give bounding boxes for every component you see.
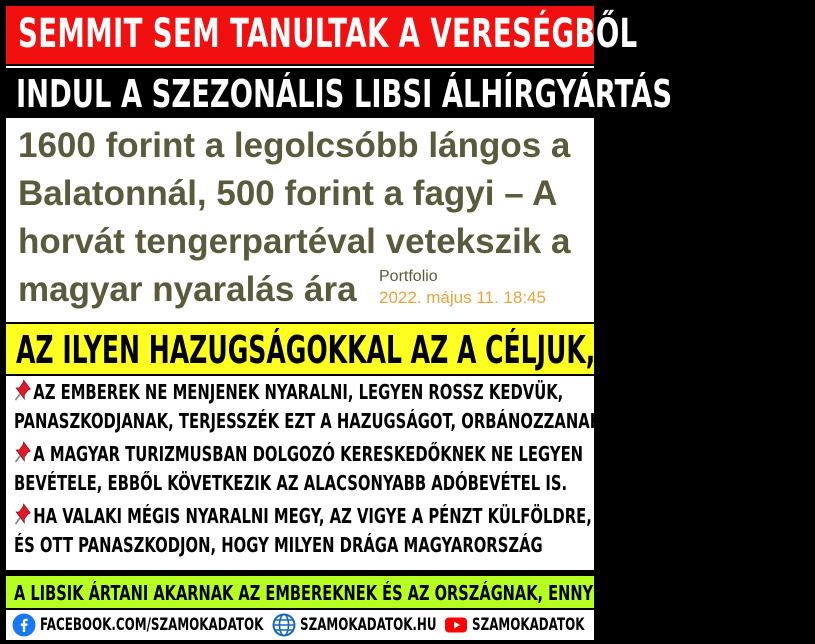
headline-black: INDUL A SZEZONÁLIS LIBSI ÁLHÍRGYÁRTÁS xyxy=(16,72,673,116)
footer-facebook[interactable] xyxy=(12,613,272,637)
headline-red-band xyxy=(6,6,638,64)
point-3-line-1: HA VALAKI MÉGIS NYARALNI MEGY, AZ VIGYE A PÉNZT KÜLFÖLDRE, xyxy=(33,504,592,528)
pushpin-icon xyxy=(14,502,32,526)
facebook-icon xyxy=(12,613,36,637)
globe-icon xyxy=(272,613,296,637)
conclusion-band xyxy=(6,576,691,608)
article-source: Portfolio xyxy=(379,268,438,285)
article-title-line-2: Balatonnál, 500 forint a fagyi – A xyxy=(18,174,558,213)
footer-youtube-label: SZAMOKADATOK xyxy=(472,615,585,635)
pushpin-icon xyxy=(14,440,32,464)
footer-youtube[interactable] xyxy=(444,613,594,637)
article-title-line-1: 1600 forint a legolcsóbb lángos a xyxy=(18,126,571,165)
footer-website-label: SZAMOKADATOK.HU xyxy=(300,615,437,635)
yellow-heading-band xyxy=(6,324,685,374)
article-title-line-4: magyar nyaralás ára xyxy=(18,270,357,309)
point-2 xyxy=(14,440,783,498)
youtube-icon xyxy=(444,613,468,637)
point-1-line-1: AZ EMBEREK NE MENJENEK NYARALNI, LEGYEN ROSSZ KEDVÜK, xyxy=(33,380,564,404)
pushpin-icon xyxy=(14,378,32,402)
footer-bar xyxy=(6,610,594,640)
points-box xyxy=(6,376,607,570)
headline-black-band xyxy=(6,66,673,120)
point-1-line-2: PANASZKODJANAK, TERJESSZÉK EZT A HAZUGSÁGOT, ORBÁNOZZANAK. xyxy=(14,409,607,433)
conclusion-text: A LIBSIK ÁRTANI AKARNAK AZ EMBEREKNEK ÉS AZ ORSZÁGNAK, ENNYI AZ EGÉSZ! xyxy=(14,581,691,605)
article-date: 2022. május 11. 18:45 xyxy=(379,288,546,307)
headline-red: SEMMIT SEM TANULTAK A VERESÉGBŐL xyxy=(18,11,638,57)
footer-website[interactable] xyxy=(272,613,452,637)
point-1 xyxy=(14,378,815,436)
point-3-line-2: ÉS OTT PANASZKODJON, HOGY MILYEN DRÁGA MAGYARORSZÁG xyxy=(14,533,543,557)
yellow-heading: AZ ILYEN HAZUGSÁGOKKAL AZ A CÉLJUK, HOGY xyxy=(16,328,685,372)
point-2-line-2: BEVÉTELE, EBBŐL KÖVETKEZIK AZ ALACSONYABB ADÓBEVÉTEL IS. xyxy=(14,471,568,495)
point-3 xyxy=(14,502,795,560)
point-2-line-1: A MAGYAR TURIZMUSBAN DOLGOZÓ KERESKEDŐKNEK NE LEGYEN xyxy=(33,442,584,466)
article-title-line-3: horvát tengerpartéval vetekszik a xyxy=(18,222,571,261)
article-screenshot xyxy=(6,120,594,322)
footer-facebook-label: FACEBOOK.COM/SZAMOKADATOK xyxy=(40,615,264,635)
